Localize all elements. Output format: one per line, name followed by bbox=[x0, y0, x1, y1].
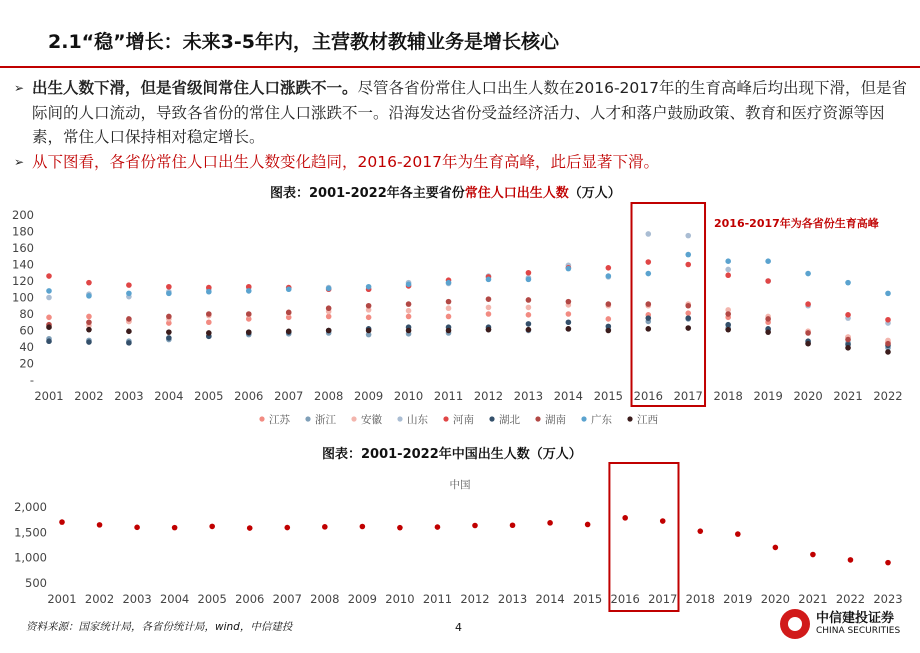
data-point bbox=[685, 252, 691, 258]
data-point bbox=[685, 310, 691, 316]
data-point bbox=[725, 322, 731, 328]
data-point bbox=[685, 303, 691, 309]
data-point bbox=[526, 277, 532, 283]
data-point bbox=[566, 266, 572, 272]
annotation-text: 2016-2017年为各省份生育高峰 bbox=[714, 217, 879, 230]
x-tick-label: 2010 bbox=[393, 389, 424, 403]
y-tick-label: 2,000 bbox=[14, 500, 47, 514]
data-point bbox=[366, 284, 372, 290]
data-point bbox=[510, 522, 516, 528]
legend-marker bbox=[489, 416, 494, 421]
chart1-title-suffix: （万人） bbox=[568, 186, 621, 201]
chart1-title-highlight: 常住人口出生人数 bbox=[464, 186, 569, 201]
data-point bbox=[86, 319, 92, 325]
data-point bbox=[126, 316, 132, 322]
legend-label: 安徽 bbox=[361, 414, 382, 426]
legend-marker bbox=[581, 416, 586, 421]
data-point bbox=[845, 345, 851, 351]
logo-text bbox=[816, 611, 900, 637]
data-point bbox=[526, 270, 532, 276]
data-point bbox=[725, 258, 731, 264]
x-tick-label: 2017 bbox=[673, 389, 703, 403]
data-point bbox=[86, 327, 92, 333]
data-point bbox=[486, 296, 492, 302]
data-point bbox=[97, 522, 103, 528]
data-point bbox=[606, 328, 612, 334]
legend-label: 江西 bbox=[637, 414, 658, 426]
data-point bbox=[765, 258, 771, 264]
x-tick-label: 2011 bbox=[422, 592, 453, 606]
data-point bbox=[326, 286, 332, 292]
data-point bbox=[486, 327, 492, 333]
data-point bbox=[246, 311, 252, 317]
data-point bbox=[46, 324, 52, 330]
y-tick-label: 80 bbox=[19, 307, 34, 321]
data-point bbox=[366, 315, 372, 321]
legend-label: 湖北 bbox=[499, 414, 520, 426]
data-point bbox=[286, 286, 292, 292]
data-point bbox=[326, 305, 332, 311]
series-label: 中国 bbox=[449, 479, 471, 491]
data-point bbox=[59, 519, 65, 525]
y-tick-label: 1,000 bbox=[14, 550, 47, 565]
data-point bbox=[805, 301, 811, 307]
logo-cn: 中信建投证券 bbox=[816, 611, 895, 626]
data-point bbox=[810, 552, 816, 558]
x-tick-label: 2007 bbox=[272, 592, 302, 606]
bullet-1-body: 尽管各省份常住人口出生人数在2016-2017年的生育高峰后均出现下滑，但是省际间的人口流动，导致各省份的常住人口涨跌不一。沿海发达省份受益经济活力、人才和落户鼓励政策、教育和医疗资源等因素，常住人口保持相对稳定增长。 bbox=[32, 79, 908, 146]
data-point bbox=[606, 273, 612, 279]
y-tick-label: 100 bbox=[12, 290, 34, 305]
data-point bbox=[206, 319, 212, 325]
legend-marker bbox=[351, 416, 356, 421]
data-point bbox=[86, 280, 92, 286]
legend-label: 浙江 bbox=[315, 414, 336, 426]
data-point bbox=[86, 314, 92, 320]
x-tick-label: 2008 bbox=[314, 389, 344, 403]
x-tick-label: 2015 bbox=[593, 389, 623, 403]
data-point bbox=[126, 291, 132, 297]
chart1-svg bbox=[0, 200, 920, 430]
data-point bbox=[126, 340, 132, 346]
y-tick-label: - bbox=[29, 373, 34, 387]
data-point bbox=[46, 273, 52, 279]
x-tick-label: 2020 bbox=[793, 389, 823, 403]
x-tick-label: 2010 bbox=[385, 592, 415, 606]
y-tick-label: 160 bbox=[12, 241, 34, 255]
data-point bbox=[685, 325, 691, 331]
bullet-1 bbox=[14, 76, 914, 150]
data-point bbox=[566, 299, 572, 305]
data-point bbox=[446, 280, 452, 286]
legend-marker bbox=[443, 416, 448, 421]
data-point bbox=[660, 518, 666, 524]
data-point bbox=[206, 311, 212, 317]
x-tick-label: 2013 bbox=[513, 389, 544, 403]
legend-marker bbox=[397, 416, 402, 421]
legend-marker bbox=[259, 416, 264, 421]
bullet-list bbox=[14, 76, 914, 174]
x-tick-label: 2012 bbox=[473, 389, 504, 403]
title-rule bbox=[0, 66, 920, 68]
data-point bbox=[247, 525, 253, 531]
highlight-box bbox=[632, 203, 706, 406]
x-tick-label: 2023 bbox=[873, 592, 903, 606]
data-point bbox=[566, 326, 572, 332]
x-tick-label: 2022 bbox=[873, 389, 903, 403]
data-point bbox=[645, 315, 651, 321]
x-tick-label: 2013 bbox=[497, 592, 528, 606]
logo-mark-icon bbox=[780, 609, 810, 639]
data-point bbox=[773, 545, 779, 551]
x-tick-label: 2001 bbox=[34, 389, 64, 403]
data-point bbox=[566, 319, 572, 325]
data-point bbox=[46, 295, 52, 301]
x-tick-label: 2009 bbox=[353, 389, 384, 403]
data-point bbox=[725, 272, 731, 278]
data-point bbox=[685, 233, 691, 239]
data-point bbox=[885, 291, 891, 297]
legend-label: 江苏 bbox=[269, 414, 290, 426]
x-tick-label: 2004 bbox=[154, 389, 184, 403]
data-point bbox=[166, 329, 172, 335]
x-tick-label: 2004 bbox=[159, 592, 190, 606]
x-tick-label: 2016 bbox=[633, 389, 663, 403]
page-number: 4 bbox=[455, 621, 462, 634]
data-point bbox=[885, 341, 891, 347]
data-point bbox=[526, 327, 532, 333]
bullet-1-text bbox=[32, 76, 914, 150]
data-point bbox=[606, 316, 612, 322]
x-tick-label: 2003 bbox=[114, 389, 144, 403]
y-tick-label: 1,500 bbox=[14, 525, 47, 540]
data-point bbox=[46, 338, 52, 344]
data-point bbox=[805, 330, 811, 336]
arrow-bullet-icon: ➢ bbox=[14, 81, 25, 95]
y-tick-label: 180 bbox=[12, 224, 34, 239]
data-point bbox=[166, 335, 172, 341]
data-point bbox=[246, 288, 252, 294]
data-point bbox=[845, 312, 851, 318]
data-point bbox=[246, 329, 252, 335]
y-tick-label: 140 bbox=[12, 257, 34, 272]
x-tick-label: 2021 bbox=[798, 592, 828, 606]
legend-label: 湖南 bbox=[545, 414, 566, 426]
brand-logo bbox=[780, 609, 900, 639]
data-point bbox=[765, 316, 771, 322]
y-tick-label: 500 bbox=[25, 576, 47, 590]
data-point bbox=[206, 330, 212, 336]
data-point bbox=[446, 328, 452, 334]
data-point bbox=[526, 305, 532, 311]
data-point bbox=[645, 301, 651, 307]
data-point bbox=[725, 327, 731, 333]
data-point bbox=[622, 515, 628, 521]
slide-title: 2.1“稳”增长：未来3-5年内，主营教材教辅业务是增长核心 bbox=[48, 31, 559, 53]
chart2-title: 图表：2001-2022年中国出生人数（万人） bbox=[322, 447, 582, 462]
data-point bbox=[697, 528, 703, 534]
x-tick-label: 2016 bbox=[610, 592, 640, 606]
data-point bbox=[805, 271, 811, 277]
data-point bbox=[486, 277, 492, 283]
data-point bbox=[848, 557, 854, 563]
data-point bbox=[725, 267, 731, 273]
data-point bbox=[166, 284, 172, 290]
x-tick-label: 2014 bbox=[535, 592, 565, 606]
data-point bbox=[46, 288, 52, 294]
bullet-1-bold: 出生人数下滑，但是省级间常住人口涨跌不一。 bbox=[32, 79, 358, 97]
data-point bbox=[446, 305, 452, 311]
arrow-bullet-icon: ➢ bbox=[14, 154, 25, 169]
data-point bbox=[645, 326, 651, 332]
data-point bbox=[566, 311, 572, 317]
data-point bbox=[206, 289, 212, 295]
data-point bbox=[406, 282, 412, 288]
x-tick-label: 2020 bbox=[760, 592, 791, 606]
data-point bbox=[435, 524, 441, 530]
x-tick-label: 2002 bbox=[74, 389, 104, 403]
y-tick-label: 200 bbox=[12, 208, 34, 222]
data-point bbox=[406, 314, 412, 320]
data-point bbox=[526, 321, 532, 327]
bullet-2 bbox=[14, 150, 914, 175]
data-point bbox=[366, 303, 372, 309]
y-tick-label: 20 bbox=[19, 356, 34, 371]
data-point bbox=[845, 337, 851, 343]
data-point bbox=[46, 315, 52, 321]
data-point bbox=[166, 314, 172, 320]
x-tick-label: 2005 bbox=[194, 389, 224, 403]
data-point bbox=[735, 531, 741, 537]
x-tick-label: 2022 bbox=[835, 592, 866, 606]
data-point bbox=[86, 293, 92, 299]
data-point bbox=[645, 271, 651, 277]
x-tick-label: 2009 bbox=[347, 592, 378, 606]
data-point bbox=[326, 328, 332, 334]
y-tick-label: 60 bbox=[19, 323, 34, 338]
x-tick-label: 2006 bbox=[235, 592, 265, 606]
x-tick-label: 2019 bbox=[723, 592, 753, 606]
footer-source: 资料来源：国家统计局，各省份统计局，wind，中信建投 bbox=[26, 621, 293, 633]
y-tick-label: 120 bbox=[12, 274, 34, 288]
data-point bbox=[585, 522, 591, 528]
data-point bbox=[284, 525, 290, 531]
data-point bbox=[725, 311, 731, 317]
data-point bbox=[645, 259, 651, 265]
x-tick-label: 2011 bbox=[433, 389, 464, 403]
x-tick-label: 2021 bbox=[833, 389, 863, 403]
highlight-box bbox=[609, 463, 678, 611]
data-point bbox=[322, 524, 328, 530]
data-point bbox=[406, 301, 412, 307]
x-tick-label: 2003 bbox=[122, 592, 152, 606]
data-point bbox=[166, 291, 172, 297]
data-point bbox=[765, 329, 771, 335]
x-tick-label: 2012 bbox=[460, 592, 490, 606]
data-point bbox=[885, 349, 891, 355]
data-point bbox=[406, 328, 412, 334]
x-tick-label: 2008 bbox=[310, 592, 340, 606]
data-point bbox=[366, 328, 372, 334]
x-tick-label: 2019 bbox=[753, 389, 783, 403]
data-point bbox=[765, 278, 771, 284]
data-point bbox=[486, 311, 492, 317]
data-point bbox=[126, 329, 132, 335]
chart1-title-prefix: 图表：2001-2022年各主要省份 bbox=[270, 186, 465, 201]
legend-marker bbox=[535, 416, 540, 421]
data-point bbox=[286, 329, 292, 335]
data-point bbox=[286, 310, 292, 316]
data-point bbox=[885, 317, 891, 323]
x-tick-label: 2006 bbox=[234, 389, 264, 403]
legend-label: 山东 bbox=[407, 414, 428, 426]
data-point bbox=[326, 314, 332, 320]
data-point bbox=[126, 282, 132, 288]
y-tick-label: 40 bbox=[19, 340, 34, 354]
data-point bbox=[645, 231, 651, 237]
x-tick-label: 2018 bbox=[713, 389, 743, 403]
data-point bbox=[526, 297, 532, 303]
data-point bbox=[397, 525, 403, 531]
data-point bbox=[606, 265, 612, 271]
chart2-svg bbox=[0, 458, 920, 608]
data-point bbox=[172, 525, 178, 531]
data-point bbox=[209, 524, 215, 530]
x-tick-label: 2001 bbox=[47, 592, 77, 606]
x-tick-label: 2015 bbox=[572, 592, 603, 606]
data-point bbox=[472, 523, 478, 529]
x-tick-label: 2002 bbox=[84, 592, 115, 606]
data-point bbox=[86, 339, 92, 345]
legend-label: 河南 bbox=[453, 414, 474, 426]
x-tick-label: 2017 bbox=[648, 592, 678, 606]
data-point bbox=[446, 299, 452, 305]
chart1-title bbox=[270, 182, 621, 201]
legend-marker bbox=[627, 416, 632, 421]
data-point bbox=[446, 314, 452, 320]
data-point bbox=[547, 520, 553, 526]
bullet-2-text: 从下图看，各省份常住人口出生人数变化趋同，2016-2017年为生育高峰，此后显著下滑。 bbox=[32, 152, 659, 171]
data-point bbox=[134, 525, 140, 531]
data-point bbox=[606, 301, 612, 307]
legend-marker bbox=[305, 416, 310, 421]
data-point bbox=[360, 524, 366, 530]
x-tick-label: 2007 bbox=[274, 389, 304, 403]
data-point bbox=[885, 560, 891, 566]
x-tick-label: 2014 bbox=[553, 389, 584, 403]
data-point bbox=[406, 308, 412, 314]
data-point bbox=[805, 341, 811, 347]
x-tick-label: 2018 bbox=[685, 592, 715, 606]
data-point bbox=[685, 262, 691, 268]
logo-en: CHINA SECURITIES bbox=[816, 626, 901, 636]
x-tick-label: 2005 bbox=[197, 592, 227, 606]
data-point bbox=[526, 312, 532, 318]
data-point bbox=[486, 305, 492, 311]
legend-label: 广东 bbox=[591, 414, 612, 426]
data-point bbox=[685, 315, 691, 321]
data-point bbox=[845, 280, 851, 286]
